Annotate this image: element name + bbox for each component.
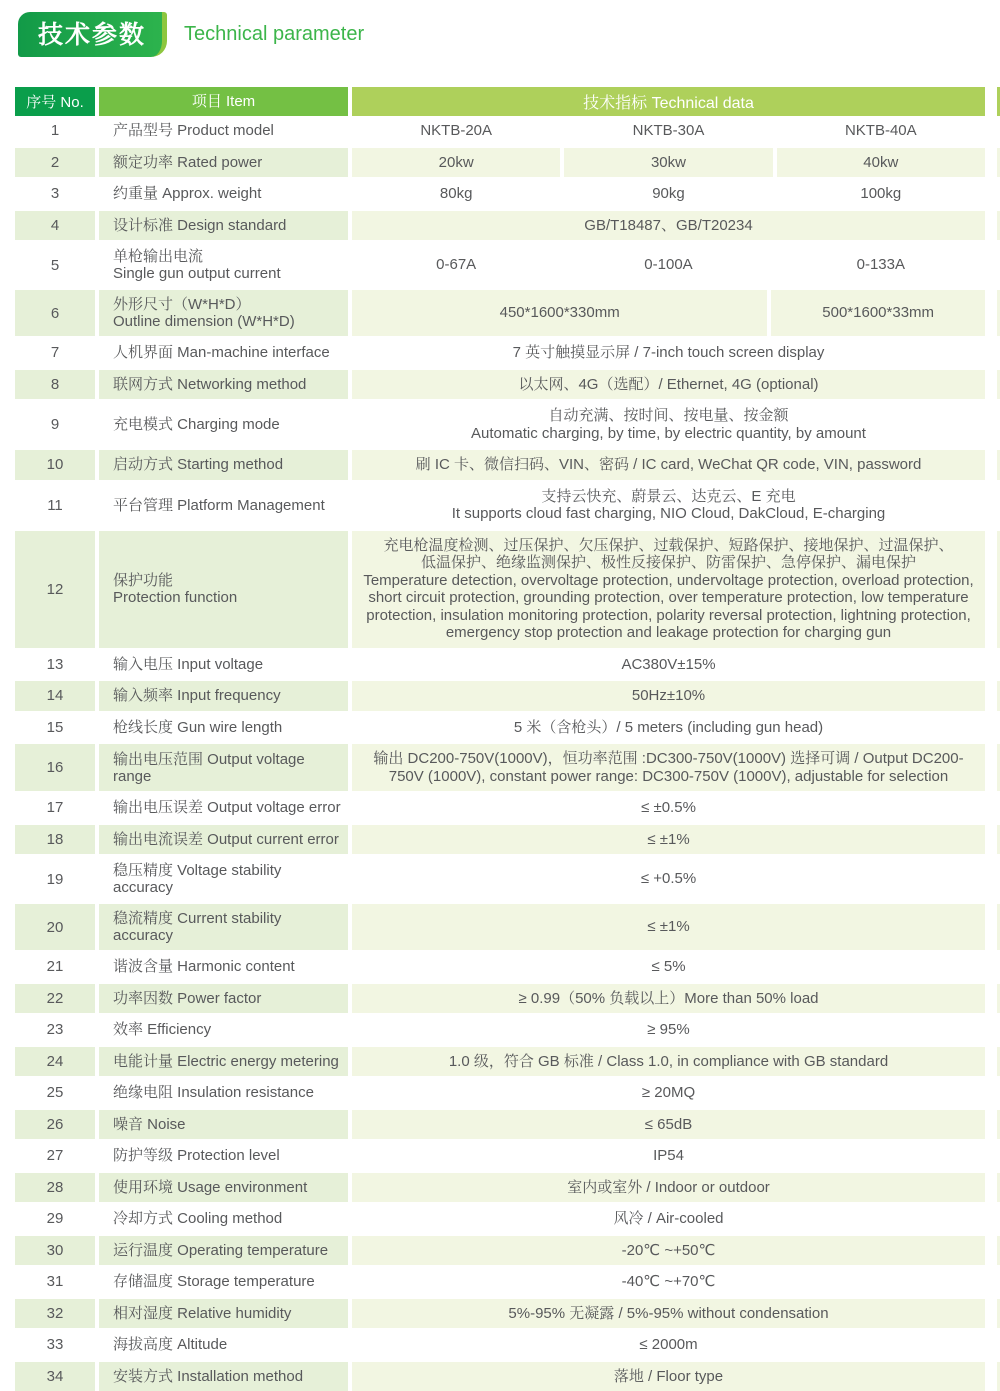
table-row [15,952,1000,982]
table-row [15,148,1000,178]
row-number: 14 [15,681,95,711]
row-item-label [99,1299,348,1329]
row-number: 12 [15,531,95,648]
row-number: 4 [15,211,95,241]
row-data [352,856,985,902]
row-number: 5 [15,242,95,288]
header-no: 序号 No. [15,87,95,116]
data-cell [564,148,772,178]
table-row [15,290,1000,336]
table-row [15,856,1000,902]
item-line: 设计标准 Design standard [113,217,342,234]
row-item-label [99,1015,348,1045]
data-line: 充电枪温度检测、过压保护、欠压保护、过载保护、短路保护、接地保护、过温保护、 [360,537,977,555]
data-cell [352,1141,985,1171]
title-en: Technical parameter [184,23,364,46]
item-line: 联网方式 Networking method [113,376,342,393]
item-line: 枪线长度 Gun wire length [113,719,342,736]
row-data [352,290,985,336]
row-number: 19 [15,856,95,902]
data-cell [352,650,985,680]
row-number: 7 [15,338,95,368]
row-item-label [99,531,348,648]
data-line: 30kw [572,154,764,172]
data-cell [352,825,985,855]
table-body [15,116,1000,1391]
data-cell [352,290,767,336]
row-data [352,1204,985,1234]
item-line: 海拔高度 Altitude [113,1336,342,1353]
row-item-label [99,904,348,950]
row-data [352,338,985,368]
data-line: ≥ 20MQ [360,1084,977,1102]
table-row [15,1110,1000,1140]
data-cell [352,904,985,950]
title-badge-zh: 技术参数 [18,12,167,57]
row-item-label [99,1330,348,1360]
row-data [352,904,985,950]
row-item-label [99,1047,348,1077]
data-line: 风冷 / Air-cooled [360,1210,977,1228]
row-item-label [99,211,348,241]
item-line: 电能计量 Electric energy metering [113,1053,342,1070]
row-data [352,116,985,146]
data-cell [352,1047,985,1077]
row-data [352,211,985,241]
data-cell [352,450,985,480]
row-item-label [99,148,348,178]
row-number: 25 [15,1078,95,1108]
row-data [352,650,985,680]
data-line: 50Hz±10% [360,687,977,705]
table-row [15,338,1000,368]
row-data [352,370,985,400]
data-line: NKTB-40A [785,122,977,140]
data-cell [352,1204,985,1234]
data-cell [352,242,560,288]
data-cell [352,713,985,743]
item-line: 启动方式 Starting method [113,456,342,473]
row-number: 31 [15,1267,95,1297]
data-cell [352,952,985,982]
row-item-label [99,713,348,743]
table-row [15,1204,1000,1234]
data-line: 20kw [360,154,552,172]
row-data [352,1236,985,1266]
row-data [352,1267,985,1297]
table-row [15,1299,1000,1329]
table-row [15,1173,1000,1203]
data-cell [777,179,985,209]
data-line: 7 英寸触摸显示屏 / 7-inch touch screen display [360,344,977,362]
row-data [352,1047,985,1077]
row-number: 2 [15,148,95,178]
row-number: 17 [15,793,95,823]
row-item-label [99,482,348,529]
item-line: 单枪输出电流 [113,248,342,265]
table-row [15,681,1000,711]
row-item-label [99,1110,348,1140]
data-line: 0-67A [360,256,552,274]
data-line: Automatic charging, by time, by electric quantity, by amount [360,425,977,443]
item-line: 输出电压范围 Output voltage range [113,751,342,785]
table-row [15,401,1000,448]
row-data [352,984,985,1014]
item-line: 平台管理 Platform Management [113,497,342,514]
table-row [15,825,1000,855]
data-cell [777,148,985,178]
data-line: 室内或室外 / Indoor or outdoor [360,1179,977,1197]
data-line: 支持云快充、蔚景云、达克云、E 充电 [360,488,977,506]
table-row [15,904,1000,950]
row-item-label [99,1078,348,1108]
data-line: ≤ +0.5% [360,870,977,888]
row-number: 15 [15,713,95,743]
row-item-label [99,290,348,336]
item-line: 约重量 Approx. weight [113,185,342,202]
data-cell [352,1078,985,1108]
table-row [15,242,1000,288]
row-number: 30 [15,1236,95,1266]
row-item-label [99,984,348,1014]
row-item-label [99,242,348,288]
data-line: 5%-95% 无凝露 / 5%-95% without condensation [360,1305,977,1323]
data-cell [352,482,985,529]
table-row [15,984,1000,1014]
item-line: 额定功率 Rated power [113,154,342,171]
row-data [352,148,985,178]
item-line: 存储温度 Storage temperature [113,1273,342,1290]
data-cell [352,856,985,902]
row-data [352,713,985,743]
row-data [352,1141,985,1171]
row-item-label [99,116,348,146]
item-line: 效率 Efficiency [113,1021,342,1038]
data-line: It supports cloud fast charging, NIO Cloud, DakCloud, E-charging [360,505,977,523]
table-row [15,1330,1000,1360]
row-data [352,1330,985,1360]
data-cell [352,370,985,400]
data-line: ≥ 0.99（50% 负载以上）More than 50% load [360,990,977,1008]
data-line: AC380V±15% [360,656,977,674]
item-line: 使用环境 Usage environment [113,1179,342,1196]
table-row [15,1236,1000,1266]
row-data [352,825,985,855]
table-row [15,179,1000,209]
table-row [15,1267,1000,1297]
data-line: 90kg [572,185,764,203]
spec-table [15,87,1000,1391]
table-row [15,650,1000,680]
data-cell [352,793,985,823]
row-number: 8 [15,370,95,400]
data-line: 以太网、4G（选配）/ Ethernet, 4G (optional) [360,376,977,394]
item-line: 功率因数 Power factor [113,990,342,1007]
row-data [352,450,985,480]
data-cell [352,1299,985,1329]
row-data [352,242,985,288]
row-data [352,681,985,711]
row-item-label [99,1362,348,1391]
data-cell [352,1267,985,1297]
table-row [15,713,1000,743]
table-row [15,531,1000,648]
data-line: 1.0 级，符合 GB 标准 / Class 1.0, in compliance with GB standard [360,1053,977,1071]
data-cell [564,179,772,209]
row-item-label [99,370,348,400]
row-item-label [99,681,348,711]
data-line: IP54 [360,1147,977,1165]
data-cell [564,116,772,146]
row-item-label [99,1173,348,1203]
item-line: 相对湿度 Relative humidity [113,1305,342,1322]
data-line: 80kg [360,185,552,203]
data-line: -20℃ ~+50℃ [360,1242,977,1260]
table-row [15,793,1000,823]
data-line: 0-100A [572,256,764,274]
item-line: 绝缘电阻 Insulation resistance [113,1084,342,1101]
row-data [352,1173,985,1203]
row-number: 13 [15,650,95,680]
row-data [352,401,985,448]
row-number: 28 [15,1173,95,1203]
data-line: NKTB-30A [572,122,764,140]
item-line: 输入频率 Input frequency [113,687,342,704]
row-item-label [99,1204,348,1234]
item-line: Outline dimension (W*H*D) [113,313,342,330]
row-data [352,793,985,823]
data-line: ≤ 5% [360,958,977,976]
data-cell [564,242,772,288]
table-row [15,482,1000,529]
table-row [15,1078,1000,1108]
data-cell [352,179,560,209]
data-line: 落地 / Floor type [360,1368,977,1386]
item-line: 外形尺寸（W*H*D） [113,296,342,313]
data-cell [352,984,985,1014]
row-number: 10 [15,450,95,480]
row-item-label [99,793,348,823]
data-cell [352,1110,985,1140]
row-number: 3 [15,179,95,209]
page-title [18,13,1000,55]
data-line: ≤ 2000m [360,1336,977,1354]
table-row [15,370,1000,400]
row-data [352,1299,985,1329]
row-item-label [99,1141,348,1171]
row-data [352,952,985,982]
data-line: 100kg [785,185,977,203]
data-cell [352,401,985,448]
row-data [352,531,985,648]
row-number: 20 [15,904,95,950]
header-technical-data: 技术指标 Technical data [352,87,985,116]
data-line: ≤ ±0.5% [360,799,977,817]
item-line: 输出电压误差 Output voltage error [113,799,342,816]
data-cell [352,681,985,711]
row-item-label [99,650,348,680]
row-number: 18 [15,825,95,855]
row-data [352,1015,985,1045]
row-item-label [99,450,348,480]
table-row [15,450,1000,480]
data-cell [352,1362,985,1391]
row-item-label [99,1236,348,1266]
row-number: 32 [15,1299,95,1329]
item-line: 产品型号 Product model [113,122,342,139]
data-cell [777,116,985,146]
data-line: 自动充满、按时间、按电量、按金额 [360,407,977,425]
data-cell [352,531,985,648]
row-number: 9 [15,401,95,448]
row-item-label [99,179,348,209]
data-line: NKTB-20A [360,122,552,140]
row-data [352,179,985,209]
item-line: 谐波含量 Harmonic content [113,958,342,975]
data-line: 输出 DC200-750V(1000V)，恒功率范围 :DC300-750V(1000V) 选择可调 / Output DC200-750V (1000V), constant power range: DC300-750V (1000V), adjustable for selection [360,750,977,785]
data-cell [352,116,560,146]
row-data [352,482,985,529]
row-number: 26 [15,1110,95,1140]
item-line: Single gun output current [113,265,342,282]
data-cell [352,211,985,241]
row-item-label [99,952,348,982]
data-line: 450*1600*330mm [360,304,759,322]
data-line: ≤ 65dB [360,1116,977,1134]
data-cell [352,1173,985,1203]
data-cell [352,1015,985,1045]
row-number: 6 [15,290,95,336]
data-line: ≥ 95% [360,1021,977,1039]
table-row [15,1015,1000,1045]
row-number: 27 [15,1141,95,1171]
row-number: 11 [15,482,95,529]
table-header-row [15,87,1000,116]
row-item-label [99,401,348,448]
data-line: GB/T18487、GB/T20234 [360,217,977,235]
data-line: ≤ ±1% [360,831,977,849]
row-data [352,1078,985,1108]
item-line: 稳压精度 Voltage stability accuracy [113,862,342,896]
row-item-label [99,825,348,855]
table-row [15,1141,1000,1171]
item-line: 输入电压 Input voltage [113,656,342,673]
item-line: 稳流精度 Current stability accuracy [113,910,342,944]
row-item-label [99,338,348,368]
row-number: 24 [15,1047,95,1077]
data-cell [352,338,985,368]
item-line: 充电模式 Charging mode [113,416,342,433]
row-number: 33 [15,1330,95,1360]
data-line: -40℃ ~+70℃ [360,1273,977,1291]
data-line: 低温保护、绝缘监测保护、极性反接保护、防雷保护、急停保护、漏电保护 [360,554,977,572]
row-data [352,744,985,791]
item-line: 运行温度 Operating temperature [113,1242,342,1259]
row-number: 34 [15,1362,95,1391]
data-line: 0-133A [785,256,977,274]
row-item-label [99,1267,348,1297]
data-line: ≤ ±1% [360,918,977,936]
item-line: 冷却方式 Cooling method [113,1210,342,1227]
table-row [15,1362,1000,1391]
row-item-label [99,856,348,902]
row-number: 29 [15,1204,95,1234]
item-line: 人机界面 Man-machine interface [113,344,342,361]
row-number: 21 [15,952,95,982]
item-line: 防护等级 Protection level [113,1147,342,1164]
item-line: Protection function [113,589,342,606]
item-line: 输出电流误差 Output current error [113,831,342,848]
data-cell [771,290,985,336]
row-number: 1 [15,116,95,146]
data-cell [352,744,985,791]
data-line: 40kw [785,154,977,172]
table-row [15,116,1000,146]
row-number: 23 [15,1015,95,1045]
row-data [352,1362,985,1391]
row-item-label [99,744,348,791]
header-item: 项目 Item [99,87,348,116]
table-row [15,1047,1000,1077]
item-line: 保护功能 [113,572,342,589]
data-cell [352,148,560,178]
table-row [15,211,1000,241]
data-cell [352,1330,985,1360]
data-cell [352,1236,985,1266]
data-line: 5 米（含枪头）/ 5 meters (including gun head) [360,719,977,737]
table-row [15,744,1000,791]
data-cell [777,242,985,288]
row-number: 22 [15,984,95,1014]
row-number: 16 [15,744,95,791]
item-line: 噪音 Noise [113,1116,342,1133]
data-line: Temperature detection, overvoltage protection, undervoltage protection, overload protection, short circuit protection, grounding protection, over temperature protection, low temperature protection, insulation monitoring protection, polarity reversal protection, lightning protection, emergency stop protection and leakage protection for charging gun [360,572,977,642]
data-line: 刷 IC 卡、微信扫码、VIN、密码 / IC card, WeChat QR code, VIN, password [360,456,977,474]
row-data [352,1110,985,1140]
data-line: 500*1600*33mm [779,304,977,322]
item-line: 安装方式 Installation method [113,1368,342,1385]
